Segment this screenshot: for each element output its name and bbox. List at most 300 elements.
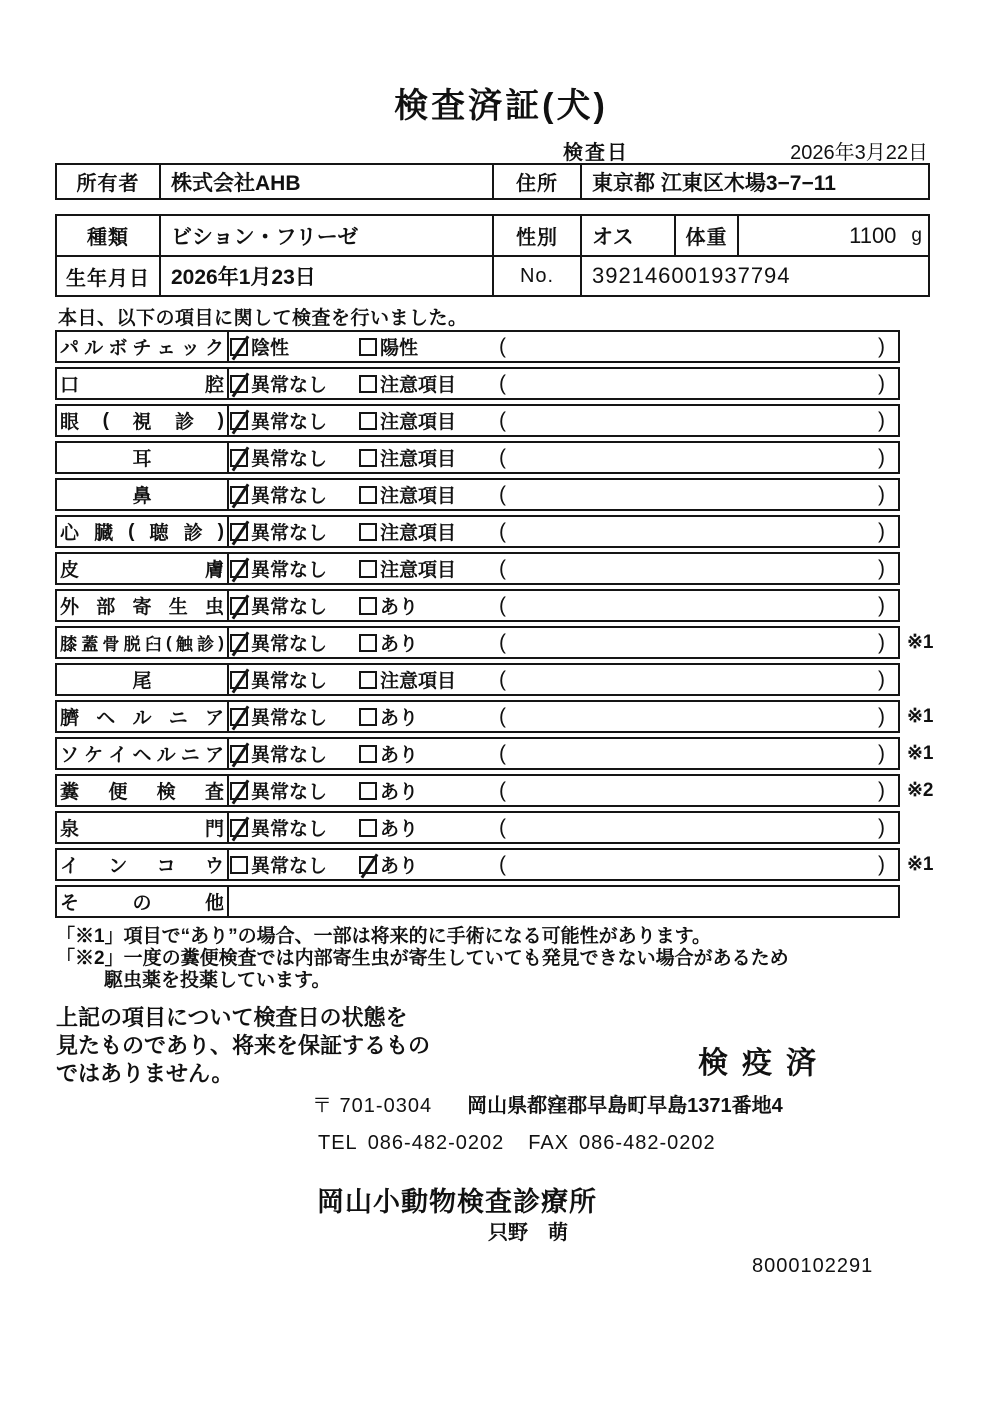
option-label: 注意項目 bbox=[380, 560, 457, 581]
exam-option bbox=[359, 518, 499, 545]
exam-row bbox=[55, 330, 955, 363]
row-footnote-mark bbox=[900, 663, 955, 696]
exam-item-char: ( bbox=[102, 409, 109, 431]
exam-item-char: 診 bbox=[197, 635, 215, 654]
option-label: 異常なし bbox=[251, 523, 328, 544]
checkbox-checked-icon bbox=[230, 597, 248, 615]
paren-open: ( bbox=[499, 334, 506, 358]
row-footnote-mark bbox=[900, 404, 955, 437]
owner-table bbox=[55, 163, 930, 200]
exam-item-label bbox=[57, 406, 229, 435]
option-label: 異常なし bbox=[251, 375, 328, 396]
exam-item-char: 寄 bbox=[132, 597, 152, 618]
exam-result-cell bbox=[229, 406, 898, 435]
option-label: 異常なし bbox=[251, 597, 328, 618]
checkbox-unchecked-icon bbox=[359, 338, 377, 356]
exam-item-char: 部 bbox=[96, 597, 116, 618]
paren-open: ( bbox=[499, 852, 506, 876]
checkbox-checked-icon bbox=[359, 856, 377, 874]
exam-item-char: 外 bbox=[60, 597, 80, 618]
paren-close: ) bbox=[878, 778, 885, 802]
exam-option bbox=[230, 370, 359, 397]
paren-open: ( bbox=[499, 630, 506, 654]
exam-item-label bbox=[57, 739, 229, 768]
inspection-date-value: 2026年3月22日 bbox=[790, 142, 928, 164]
exam-row-box bbox=[55, 552, 900, 585]
exam-item-label bbox=[57, 850, 229, 879]
exam-option bbox=[230, 666, 359, 693]
exam-item-char: ) bbox=[218, 632, 224, 652]
exam-result-cell bbox=[229, 739, 898, 768]
exam-item-char: イ bbox=[108, 745, 128, 766]
exam-row-box bbox=[55, 737, 900, 770]
exam-row bbox=[55, 441, 955, 474]
exam-item-char: 便 bbox=[108, 782, 128, 803]
weight-number: 1100 bbox=[849, 222, 897, 248]
paren-open: ( bbox=[499, 519, 506, 543]
clinic-address: 岡山県都窪郡早島町早島1371番地4 bbox=[467, 1095, 783, 1117]
exam-item-char: 生 bbox=[168, 597, 188, 618]
exam-item-char: チ bbox=[132, 338, 152, 359]
clinic-name: 岡山小動物検査診療所 bbox=[317, 1187, 597, 1217]
row-footnote-mark: ※1 bbox=[907, 743, 934, 764]
option-label: 異常なし bbox=[251, 708, 328, 729]
paren-close: ) bbox=[878, 630, 885, 654]
paren-close: ) bbox=[878, 593, 885, 617]
exam-result-cell bbox=[229, 443, 898, 472]
paren-open: ( bbox=[499, 815, 506, 839]
exam-item-char: ) bbox=[217, 409, 224, 431]
option-label: 異常なし bbox=[251, 856, 328, 877]
checkbox-unchecked-icon bbox=[359, 782, 377, 800]
weight-unit: g bbox=[911, 224, 922, 246]
id-number-label: No. bbox=[492, 257, 580, 295]
exam-row-box bbox=[55, 330, 900, 363]
fax-label: FAX bbox=[528, 1132, 570, 1154]
checkbox-unchecked-icon bbox=[359, 597, 377, 615]
row-footnote-mark bbox=[900, 515, 955, 548]
exam-item-char: ヘ bbox=[132, 745, 152, 766]
paren-close: ) bbox=[878, 667, 885, 691]
birthdate-value: 2026年1月23日 bbox=[159, 257, 492, 295]
result-parens bbox=[499, 631, 898, 655]
exam-result-cell bbox=[229, 665, 898, 694]
checkbox-checked-icon bbox=[230, 486, 248, 504]
result-parens bbox=[499, 446, 898, 470]
row-footnote-mark: ※1 bbox=[907, 854, 934, 875]
exam-item-char: 腔 bbox=[204, 375, 224, 396]
exam-item-label bbox=[57, 628, 229, 657]
exam-item-char: 虫 bbox=[204, 597, 224, 618]
exam-row bbox=[55, 885, 955, 918]
exam-item-char: 査 bbox=[204, 782, 224, 803]
exam-row bbox=[55, 663, 955, 696]
footnote-2-continued: 駆虫薬を投薬しています。 bbox=[104, 970, 331, 991]
exam-row bbox=[55, 367, 955, 400]
breed-label: 種類 bbox=[87, 227, 129, 249]
option-label: 異常なし bbox=[251, 560, 328, 581]
breed-value: ビション・フリーゼ bbox=[159, 216, 492, 255]
exam-item-char: ア bbox=[204, 708, 224, 729]
paren-close: ) bbox=[878, 445, 885, 469]
checkbox-checked-icon bbox=[230, 819, 248, 837]
row-footnote-mark bbox=[900, 885, 955, 918]
exam-item-char: 診 bbox=[175, 412, 195, 433]
sex-label: 性別 bbox=[492, 216, 580, 255]
exam-result-cell bbox=[229, 332, 898, 361]
footnote-1: 「※1」項目で“あり”の場合、一部は将来的に手術になる可能性があります。 bbox=[56, 926, 712, 947]
quarantine-passed-stamp: 検疫済 bbox=[698, 1047, 830, 1080]
checkbox-unchecked-icon bbox=[359, 412, 377, 430]
exam-option bbox=[230, 333, 359, 360]
exam-row bbox=[55, 700, 955, 733]
exam-option bbox=[359, 777, 499, 804]
checkbox-unchecked-icon bbox=[359, 375, 377, 393]
id-number-value: 392146001937794 bbox=[580, 257, 932, 295]
option-label: 異常なし bbox=[251, 819, 328, 840]
result-parens bbox=[499, 779, 898, 803]
exam-item-char: ク bbox=[204, 338, 224, 359]
clinic-phone-line bbox=[318, 1132, 716, 1155]
exam-item-char: ン bbox=[108, 856, 128, 877]
option-label: 異常なし bbox=[251, 634, 328, 655]
exam-option bbox=[359, 740, 499, 767]
paren-open: ( bbox=[499, 482, 506, 506]
option-label: 異常なし bbox=[251, 412, 328, 433]
exam-item-char: 心 bbox=[60, 523, 80, 544]
checkbox-unchecked-icon bbox=[359, 634, 377, 652]
checkbox-unchecked-icon bbox=[359, 523, 377, 541]
exam-item-char: 皮 bbox=[60, 560, 80, 581]
exam-item-label bbox=[57, 443, 229, 472]
result-parens bbox=[499, 816, 898, 840]
exam-row-box bbox=[55, 848, 900, 881]
weight-label: 体重 bbox=[674, 216, 737, 255]
exam-item-char: 脱 bbox=[123, 635, 141, 654]
paren-close: ) bbox=[878, 482, 885, 506]
exam-option bbox=[359, 481, 499, 508]
checkbox-checked-icon bbox=[230, 671, 248, 689]
row-footnote-mark bbox=[900, 441, 955, 474]
exam-row bbox=[55, 848, 955, 881]
exam-option bbox=[230, 851, 359, 878]
exam-option bbox=[230, 629, 359, 656]
exam-item-char: ( bbox=[166, 632, 172, 652]
owner-label: 所有者 bbox=[76, 173, 140, 195]
exam-row bbox=[55, 478, 955, 511]
exam-item-char: ル bbox=[156, 745, 176, 766]
exam-result-cell bbox=[229, 628, 898, 657]
exam-row-box bbox=[55, 404, 900, 437]
exam-option bbox=[230, 740, 359, 767]
row-footnote-mark: ※2 bbox=[907, 780, 934, 801]
checkbox-unchecked-icon bbox=[359, 819, 377, 837]
option-label: 注意項目 bbox=[380, 412, 457, 433]
paren-open: ( bbox=[499, 445, 506, 469]
checkbox-unchecked-icon bbox=[230, 856, 248, 874]
exam-option bbox=[359, 592, 499, 619]
exam-option bbox=[359, 666, 499, 693]
exam-item-char: 眼 bbox=[60, 412, 80, 433]
paren-close: ) bbox=[878, 334, 885, 358]
exam-option bbox=[230, 518, 359, 545]
exam-item-char: 触 bbox=[175, 635, 193, 654]
row-footnote-mark: ※1 bbox=[907, 632, 934, 653]
exam-row bbox=[55, 774, 955, 807]
option-label: 陰性 bbox=[251, 338, 290, 359]
exam-item-char: 耳 bbox=[132, 449, 152, 470]
tel-label: TEL bbox=[318, 1132, 358, 1154]
sex-value: オス bbox=[580, 216, 674, 255]
exam-result-cell bbox=[229, 887, 898, 916]
exam-row-box bbox=[55, 441, 900, 474]
option-label: 異常なし bbox=[251, 782, 328, 803]
exam-option bbox=[359, 555, 499, 582]
result-parens bbox=[499, 668, 898, 692]
exam-result-cell bbox=[229, 776, 898, 805]
disclaimer-statement bbox=[56, 1004, 430, 1088]
address-value: 東京都 江東区木場3−7−11 bbox=[580, 165, 932, 198]
option-label: 注意項目 bbox=[380, 449, 457, 470]
exam-option bbox=[230, 814, 359, 841]
result-parens bbox=[499, 520, 898, 544]
paren-close: ) bbox=[878, 408, 885, 432]
exam-item-char: の bbox=[132, 893, 152, 914]
exam-row bbox=[55, 552, 955, 585]
exam-row-box bbox=[55, 515, 900, 548]
exam-option bbox=[230, 481, 359, 508]
paren-close: ) bbox=[878, 815, 885, 839]
result-parens bbox=[499, 372, 898, 396]
exam-item-char: 口 bbox=[60, 375, 80, 396]
result-parens bbox=[499, 483, 898, 507]
row-footnote-mark bbox=[900, 811, 955, 844]
address-label: 住所 bbox=[492, 165, 580, 198]
examiner-name: 只野 萌 bbox=[488, 1222, 568, 1244]
exam-item-char: そ bbox=[60, 893, 80, 914]
exam-item-char: ニ bbox=[180, 745, 200, 766]
paren-open: ( bbox=[499, 371, 506, 395]
result-parens bbox=[499, 557, 898, 581]
exam-option bbox=[359, 333, 499, 360]
birthdate-label: 生年月日 bbox=[66, 267, 150, 290]
exam-row-box bbox=[55, 700, 900, 733]
exam-item-label bbox=[57, 554, 229, 583]
exam-item-char: コ bbox=[156, 856, 176, 877]
exam-result-cell bbox=[229, 480, 898, 509]
exam-item-char: 臼 bbox=[144, 635, 162, 654]
option-label: 異常なし bbox=[251, 745, 328, 766]
exam-item-label bbox=[57, 813, 229, 842]
exam-row bbox=[55, 404, 955, 437]
exam-item-char: 臓 bbox=[94, 523, 114, 544]
row-footnote-mark bbox=[900, 367, 955, 400]
footnotes bbox=[56, 926, 789, 992]
exam-result-cell bbox=[229, 554, 898, 583]
checkbox-unchecked-icon bbox=[359, 745, 377, 763]
exam-item-char: 聴 bbox=[149, 523, 169, 544]
option-label: 陽性 bbox=[380, 338, 419, 359]
exam-item-char: ソ bbox=[60, 745, 80, 766]
disclaimer-line-3: ではありません。 bbox=[56, 1061, 234, 1086]
option-label: あり bbox=[380, 782, 419, 803]
exam-item-char: 尾 bbox=[132, 671, 152, 692]
checkbox-checked-icon bbox=[230, 782, 248, 800]
paren-close: ) bbox=[878, 371, 885, 395]
exam-item-label bbox=[57, 776, 229, 805]
exam-item-char: 泉 bbox=[60, 819, 80, 840]
exam-item-char: 膚 bbox=[204, 560, 224, 581]
exam-table bbox=[55, 330, 955, 922]
exam-item-char: ニ bbox=[168, 708, 188, 729]
option-label: 注意項目 bbox=[380, 375, 457, 396]
option-label: あり bbox=[380, 745, 419, 766]
checkbox-unchecked-icon bbox=[359, 560, 377, 578]
paren-close: ) bbox=[878, 852, 885, 876]
paren-open: ( bbox=[499, 593, 506, 617]
exam-row-box bbox=[55, 811, 900, 844]
option-label: あり bbox=[380, 597, 419, 618]
exam-row bbox=[55, 737, 955, 770]
exam-row bbox=[55, 626, 955, 659]
exam-row bbox=[55, 515, 955, 548]
checkbox-checked-icon bbox=[230, 412, 248, 430]
checkbox-unchecked-icon bbox=[359, 449, 377, 467]
exam-option bbox=[230, 777, 359, 804]
option-label: 注意項目 bbox=[380, 671, 457, 692]
paren-close: ) bbox=[878, 556, 885, 580]
row-footnote-mark bbox=[900, 330, 955, 363]
exam-item-char: 骨 bbox=[102, 635, 120, 654]
paren-open: ( bbox=[499, 778, 506, 802]
row-footnote-mark: ※1 bbox=[907, 706, 934, 727]
exam-item-char: ) bbox=[217, 520, 224, 542]
exam-item-char: パ bbox=[60, 338, 80, 359]
exam-result-cell bbox=[229, 591, 898, 620]
exam-item-char: 門 bbox=[204, 819, 224, 840]
exam-option bbox=[359, 814, 499, 841]
footnote-2: 「※2」一度の糞便検査では内部寄生虫が寄生していても発見できない場合があるため bbox=[56, 948, 789, 969]
checkbox-checked-icon bbox=[230, 523, 248, 541]
paren-close: ) bbox=[878, 741, 885, 765]
owner-value: 株式会社AHB bbox=[159, 165, 492, 198]
result-parens bbox=[499, 594, 898, 618]
exam-item-char: イ bbox=[60, 856, 80, 877]
paren-open: ( bbox=[499, 556, 506, 580]
checkbox-checked-icon bbox=[230, 745, 248, 763]
paren-open: ( bbox=[499, 408, 506, 432]
exam-row bbox=[55, 811, 955, 844]
exam-item-char: 診 bbox=[183, 523, 203, 544]
checkbox-unchecked-icon bbox=[359, 671, 377, 689]
exam-item-char: ケ bbox=[84, 745, 104, 766]
option-label: あり bbox=[380, 634, 419, 655]
clinic-postal-code: 〒 701-0304 bbox=[312, 1095, 433, 1117]
exam-row bbox=[55, 589, 955, 622]
clinic-postal-line bbox=[312, 1089, 783, 1118]
checkbox-checked-icon bbox=[230, 708, 248, 726]
row-footnote-mark bbox=[900, 589, 955, 622]
checkbox-unchecked-icon bbox=[359, 486, 377, 504]
option-label: あり bbox=[380, 708, 419, 729]
option-label: 注意項目 bbox=[380, 523, 457, 544]
option-label: あり bbox=[380, 856, 419, 877]
checkbox-checked-icon bbox=[230, 560, 248, 578]
exam-item-label bbox=[57, 517, 229, 546]
result-parens bbox=[499, 335, 898, 359]
exam-item-char: 膝 bbox=[60, 635, 77, 654]
exam-item-char: ェ bbox=[156, 338, 176, 359]
exam-result-cell bbox=[229, 813, 898, 842]
disclaimer-line-2: 見たものであり、将来を保証するもの bbox=[56, 1033, 431, 1058]
result-parens bbox=[499, 409, 898, 433]
result-parens bbox=[499, 705, 898, 729]
exam-row-box bbox=[55, 774, 900, 807]
weight-value bbox=[737, 216, 932, 255]
exam-item-label bbox=[57, 702, 229, 731]
exam-item-char: ル bbox=[84, 338, 104, 359]
paren-open: ( bbox=[499, 704, 506, 728]
result-parens bbox=[499, 853, 898, 877]
paren-close: ) bbox=[878, 704, 885, 728]
exam-result-cell bbox=[229, 517, 898, 546]
exam-item-char: ッ bbox=[180, 338, 200, 359]
exam-result-cell bbox=[229, 702, 898, 731]
exam-option bbox=[230, 592, 359, 619]
exam-result-cell bbox=[229, 369, 898, 398]
exam-item-char: ル bbox=[132, 708, 152, 729]
option-label: 注意項目 bbox=[380, 486, 457, 507]
exam-option bbox=[359, 703, 499, 730]
checkbox-checked-icon bbox=[230, 338, 248, 356]
exam-item-char: 蓋 bbox=[81, 635, 99, 654]
exam-item-label bbox=[57, 665, 229, 694]
exam-intro-text: 本日、以下の項目に関して検査を行いました。 bbox=[58, 308, 468, 329]
paren-open: ( bbox=[499, 741, 506, 765]
exam-item-char: 糞 bbox=[60, 782, 80, 803]
inspection-date-label: 検査日 bbox=[563, 142, 629, 164]
exam-row-box bbox=[55, 626, 900, 659]
exam-row-box bbox=[55, 589, 900, 622]
exam-item-char: 臍 bbox=[60, 708, 80, 729]
exam-item-char: ヘ bbox=[96, 708, 116, 729]
exam-item-label bbox=[57, 369, 229, 398]
exam-item-char: 鼻 bbox=[132, 486, 152, 507]
paren-close: ) bbox=[878, 519, 885, 543]
exam-option bbox=[359, 370, 499, 397]
tel-number: 086-482-0202 bbox=[367, 1132, 505, 1154]
exam-item-char: 検 bbox=[156, 782, 176, 803]
exam-option bbox=[230, 444, 359, 471]
exam-row-box bbox=[55, 885, 900, 918]
exam-option bbox=[359, 444, 499, 471]
exam-option bbox=[230, 555, 359, 582]
exam-option bbox=[359, 851, 499, 878]
exam-row-box bbox=[55, 663, 900, 696]
pet-table bbox=[55, 214, 930, 297]
exam-item-char: ウ bbox=[204, 856, 224, 877]
exam-item-char: ( bbox=[128, 520, 135, 542]
fax-number: 086-482-0202 bbox=[579, 1132, 716, 1154]
exam-result-cell bbox=[229, 850, 898, 879]
exam-item-label bbox=[57, 332, 229, 361]
exam-option bbox=[230, 703, 359, 730]
exam-item-label bbox=[57, 887, 229, 916]
row-footnote-mark bbox=[900, 478, 955, 511]
exam-item-char: ボ bbox=[108, 338, 128, 359]
row-footnote-mark bbox=[900, 552, 955, 585]
checkbox-checked-icon bbox=[230, 375, 248, 393]
